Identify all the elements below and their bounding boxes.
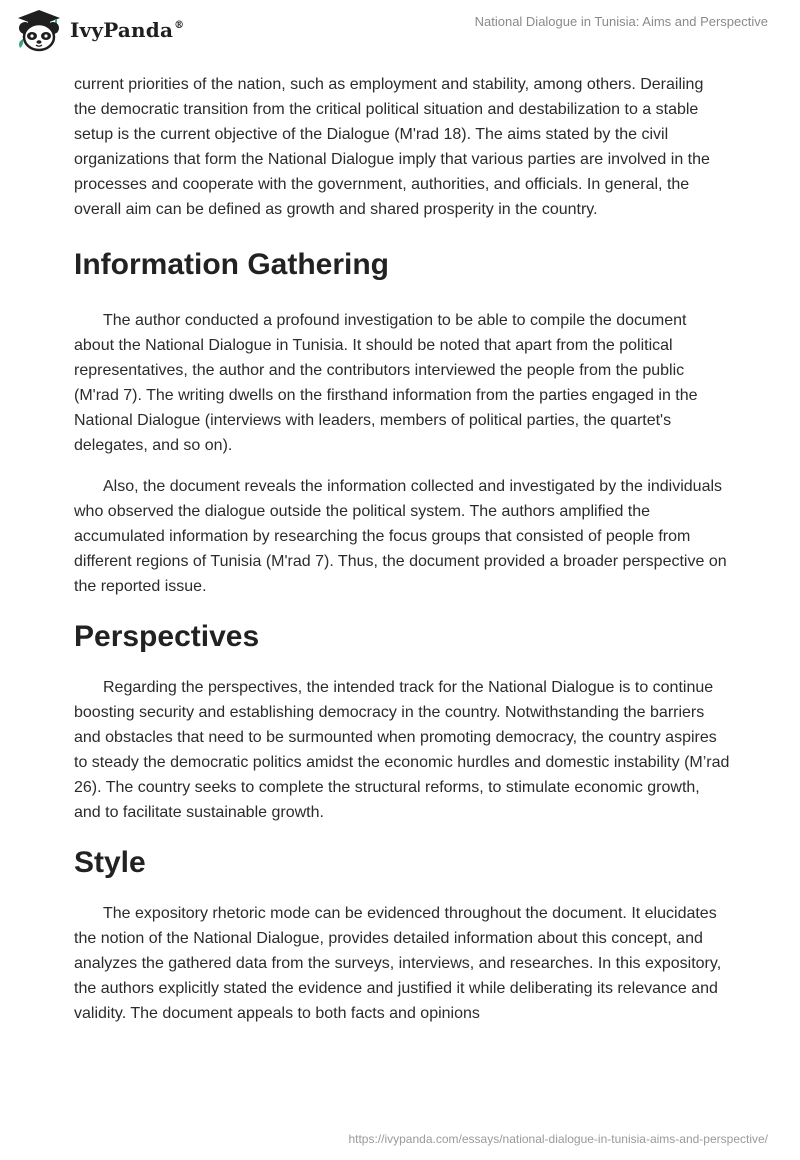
page-header — [0, 0, 800, 70]
section-heading-information-gathering: Information Gathering — [74, 248, 389, 281]
ivypanda-logo[interactable] — [14, 8, 184, 52]
intro-paragraph: current priorities of the nation, such as employment and stability, among others. Derailing the democratic transition from the critical political situation and destabilization to a stable setup is the current objective of the Dialogue (M'rad 18). The aims stated by the civil organizations that form the National Dialogue imply that various parties are involved in the processes and cooperate with the government, authorities, and officials. In general, the overall aim can be defined as growth and shared prosperity in the country. — [74, 76, 710, 218]
panda-graduation-icon — [14, 8, 64, 52]
paragraph: The expository rhetoric mode can be evidenced throughout the document. It elucidates the notion of the National Dialogue, provides detailed information about this concept, and analyzes the gathered data from the surveys, interviews, and researches. In this expository, the authors explicitly stated the evidence and justified it while deliberating its relevance and validity. The document appeals to both facts and opinions — [74, 905, 722, 1022]
paragraph: Also, the document reveals the information collected and investigated by the individuals who observed the dialogue outside the political system. The authors amplified the accumulated information by researching the focus groups that consisted of people from different regions of Tunisia (M'rad 7). Thus, the document provided a broader perspective on the reported issue. — [74, 478, 727, 595]
brand-name — [70, 18, 184, 42]
essay-body — [74, 70, 730, 1026]
source-url-link[interactable]: https://ivypanda.com/essays/national-dialogue-in-tunisia-aims-and-perspective/ — [348, 1132, 768, 1146]
paragraph: Regarding the perspectives, the intended track for the National Dialogue is to continue boosting security and establishing democracy in the country. Notwithstanding the barriers and obstacles that need to be surmounted when promoting democracy, the country aspires to steady the democratic politics amidst the economic hurdles and domestic instability (M’rad 26). The country seeks to complete the structural reforms, to stimulate economic growth, and to facilitate sustainable growth. — [74, 679, 730, 821]
document-title: National Dialogue in Tunisia: Aims and Perspective — [474, 14, 768, 29]
brand-text: IvyPanda — [70, 18, 174, 42]
section-heading-perspectives: Perspectives — [74, 620, 260, 653]
section-heading-style: Style — [74, 846, 146, 879]
paragraph: The author conducted a profound investigation to be able to compile the document about the National Dialogue in Tunisia. It should be noted that apart from the political representatives, the author and the contributors interviewed the people from the public (M'rad 7). The writing dwells on the firsthand information from the parties engaged in the National Dialogue (interviews with leaders, members of political parties, the quartet's delegates, and so on). — [74, 312, 698, 454]
registered-mark: ® — [174, 20, 185, 31]
